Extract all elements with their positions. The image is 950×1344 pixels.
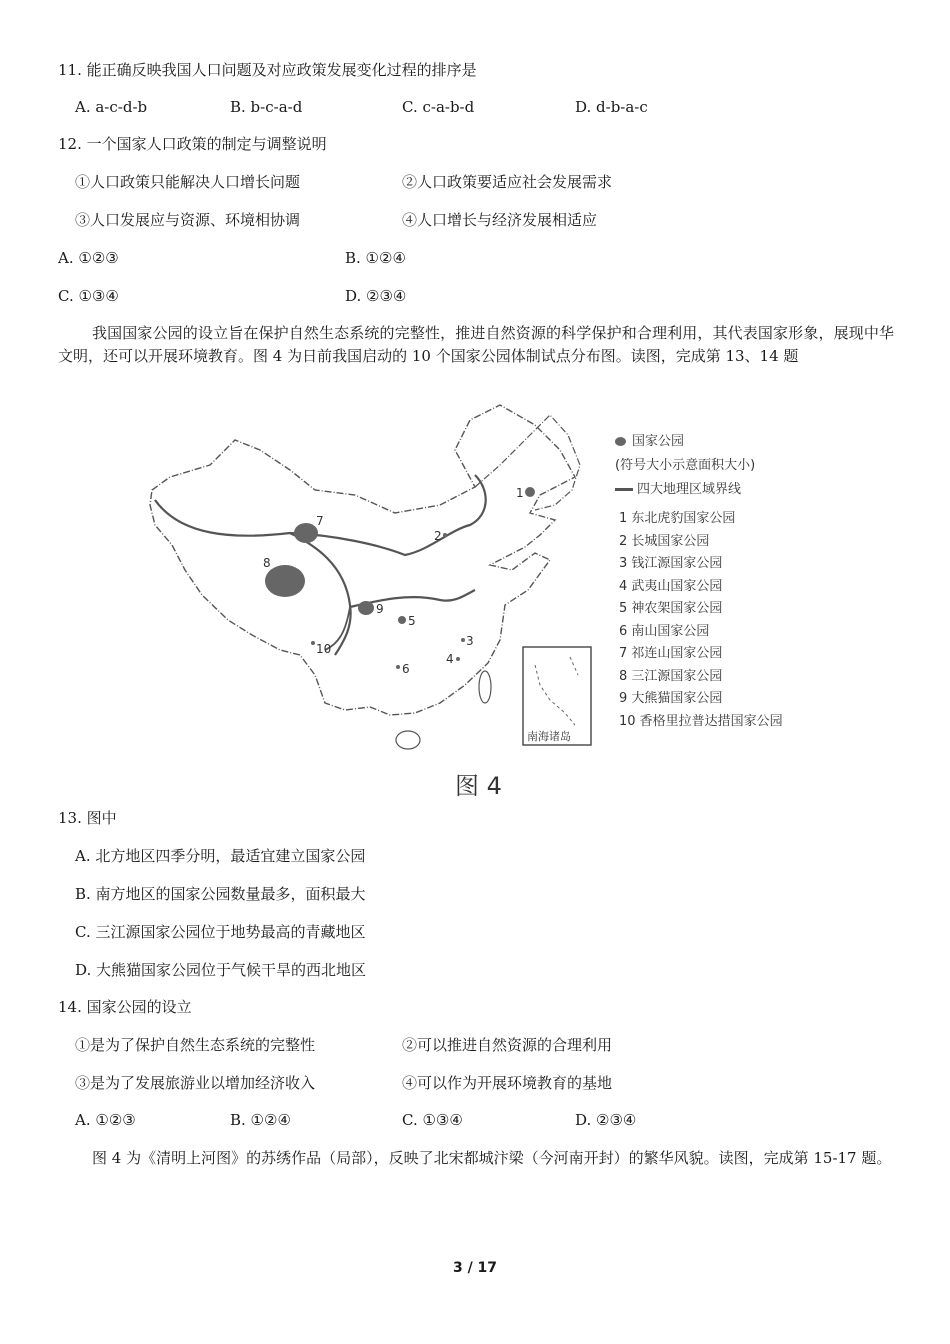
hainan-island <box>396 731 420 749</box>
q12-item-3: ③人口发展应与资源、环境相协调 <box>75 211 301 229</box>
legend-item-2: 2 长城国家公园 <box>619 534 710 549</box>
legend-item-5: 5 神农架国家公园 <box>619 601 723 616</box>
q14-stem: 14. 国家公园的设立 <box>58 998 192 1016</box>
park-10-marker <box>311 641 315 645</box>
park-3-label: 3 <box>466 634 474 648</box>
park-5-label: 5 <box>408 614 416 628</box>
passage-qingming: 图 4 为《清明上河图》的苏绣作品（局部），反映了北宋都城汴梁（今河南开封）的繁华风貌。读图，完成第 15-17 题。 <box>92 1149 892 1167</box>
park-3-marker <box>461 638 465 642</box>
q12-item-1: ①人口政策只能解决人口增长问题 <box>75 173 301 191</box>
legend-boundary-symbol <box>615 488 633 491</box>
legend-item-6: 6 南山国家公园 <box>619 624 710 639</box>
park-1-label: 1 <box>516 486 524 500</box>
park-2-marker <box>443 533 447 537</box>
legend-park-symbol <box>615 437 626 446</box>
passage-national-parks: 我国国家公园的设立旨在保护自然生态系统的完整性，推进自然资源的科学保护和合理利用，其代表国家形象，展现中华文明，还可以开展环境教育。图 4 为日前我国启动的 10 个国家公园体制试点分布图。读图，完成第 13、14 题 <box>58 324 894 365</box>
q13-option-d: D. 大熊猫国家公园位于气候干旱的西北地区 <box>75 961 367 979</box>
q14-item-1: ①是为了保护自然生态系统的完整性 <box>75 1036 316 1054</box>
legend-park-label: 国家公园 <box>632 434 685 449</box>
q12-item-4: ④人口增长与经济发展相适应 <box>402 211 598 229</box>
taiwan-island <box>479 671 491 703</box>
legend-item-3: 3 钱江源国家公园 <box>619 556 723 571</box>
q14-option-b: B. ①②④ <box>230 1111 291 1129</box>
q12-option-a: A. ①②③ <box>58 249 119 267</box>
park-9-marker <box>358 601 374 615</box>
q13-stem: 13. 图中 <box>58 809 117 827</box>
q12-item-2: ②人口政策要适应社会发展需求 <box>402 173 613 191</box>
q14-option-d: D. ②③④ <box>575 1111 637 1129</box>
legend-park-note: (符号大小示意面积大小) <box>615 458 756 473</box>
inset-label: 南海诸岛 <box>527 730 571 743</box>
park-4-label: 4 <box>446 652 454 666</box>
legend-item-9: 9 大熊猫国家公园 <box>619 691 723 706</box>
legend-item-1: 1 东北虎豹国家公园 <box>619 511 736 526</box>
q11-option-d: D. d-b-a-c <box>575 98 648 116</box>
park-8-label: 8 <box>263 556 271 570</box>
park-7-label: 7 <box>316 514 324 528</box>
q11-option-c: C. c-a-b-d <box>402 98 475 116</box>
legend-item-8: 8 三江源国家公园 <box>619 669 723 684</box>
legend-item-4: 4 武夷山国家公园 <box>619 579 723 594</box>
q12-option-d: D. ②③④ <box>345 287 407 305</box>
q12-option-b: B. ①②④ <box>345 249 406 267</box>
q14-item-4: ④可以作为开展环境教育的基地 <box>402 1074 613 1092</box>
legend-boundary-label: 四大地理区域界线 <box>637 482 742 497</box>
figure-caption: 图 4 <box>455 772 502 800</box>
boundary-qinghai-tibet <box>290 533 351 655</box>
park-6-label: 6 <box>402 662 410 676</box>
q14-option-c: C. ①③④ <box>402 1111 463 1129</box>
q13-option-b: B. 南方地区的国家公园数量最多，面积最大 <box>75 885 366 903</box>
q11-option-a: A. a-c-d-b <box>75 98 148 116</box>
park-9-label: 9 <box>376 602 384 616</box>
legend-item-7: 7 祁连山国家公园 <box>619 646 723 661</box>
park-7-marker <box>294 523 318 543</box>
park-2-label: 2 <box>434 529 442 543</box>
legend-item-10: 10 香格里拉普达措国家公园 <box>619 714 783 729</box>
q13-option-a: A. 北方地区四季分明，最适宜建立国家公园 <box>75 847 366 865</box>
q11-stem: 11. 能正确反映我国人口问题及对应政策发展变化过程的排序是 <box>58 61 477 79</box>
park-10-label: 10 <box>316 642 332 656</box>
q13-option-c: C. 三江源国家公园位于地势最高的青藏地区 <box>75 923 366 941</box>
park-5-marker <box>398 616 406 624</box>
q12-stem: 12. 一个国家人口政策的制定与调整说明 <box>58 135 327 153</box>
page-number: 3 / 17 <box>452 1260 498 1276</box>
q14-option-a: A. ①②③ <box>75 1111 136 1129</box>
q11-option-b: B. b-c-a-d <box>230 98 303 116</box>
china-outline <box>150 405 575 715</box>
park-4-marker <box>456 657 460 661</box>
q14-item-3: ③是为了发展旅游业以增加经济收入 <box>75 1074 316 1092</box>
park-8-marker <box>265 565 305 597</box>
q12-option-c: C. ①③④ <box>58 287 119 305</box>
q14-item-2: ②可以推进自然资源的合理利用 <box>402 1036 613 1054</box>
park-6-marker <box>396 665 400 669</box>
park-1-marker <box>525 487 535 497</box>
